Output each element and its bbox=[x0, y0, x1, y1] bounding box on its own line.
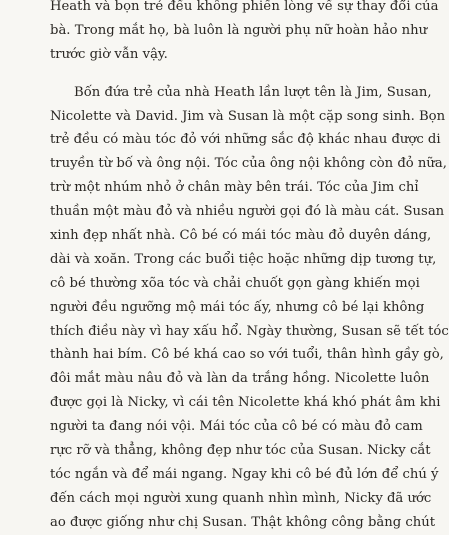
text-line: bà. Trong mắt họ, bà luôn là người phụ nữ hoàn hảo như bbox=[50, 22, 428, 38]
text-line: người ta đang nói vội. Mái tóc của cô bé có màu đỏ cam bbox=[50, 419, 423, 435]
text-line: thuần một màu đỏ và nhiều người gọi đó là màu cát. Susan bbox=[50, 204, 445, 220]
text-line: dài và xoăn. Trong các buổi tiệc hoặc những dịp tương tự, bbox=[50, 251, 437, 267]
text-line: rực rỡ và thẳng, không đẹp như tóc của Susan. Nicky cắt bbox=[50, 443, 431, 459]
page-text bbox=[50, 0, 449, 535]
text-line: trẻ đều có màu tóc đỏ với những sắc độ khác nhau được di bbox=[50, 132, 441, 148]
paragraph-1 bbox=[50, 0, 439, 67]
text-line: Bốn đứa trẻ của nhà Heath lần lượt tên là Jim, Susan, bbox=[74, 84, 432, 100]
text-line: trừ một nhúm nhỏ ở chân mày bên trái. Tóc của Jim chỉ bbox=[50, 180, 419, 196]
text-line: người đều ngưỡng mộ mái tóc ấy, nhưng cô bé lại không bbox=[50, 299, 425, 315]
text-line: đôi mắt màu nâu đỏ và làn da trắng hồng. Nicolette luôn bbox=[50, 371, 430, 387]
text-line: thích điều này vì hay xấu hổ. Ngày thường, Susan sẽ tết tóc bbox=[50, 323, 449, 339]
text-line: trước giờ vẫn vậy. bbox=[50, 46, 168, 62]
text-line: xinh đẹp nhất nhà. Cô bé có mái tóc màu đỏ duyên dáng, bbox=[50, 228, 432, 244]
text-line: truyền từ bố và ông nội. Tóc của ông nội không còn đỏ nữa, bbox=[50, 156, 447, 172]
paragraph-2 bbox=[50, 81, 449, 535]
text-line: ao được giống như chị Susan. Thật không công bằng chút bbox=[50, 514, 436, 530]
text-line: tóc ngắn và để mái ngang. Ngay khi cô bé đủ lớn để chú ý bbox=[50, 466, 439, 482]
paragraph-gap bbox=[50, 67, 368, 81]
text-line: được gọi là Nicky, vì cái tên Nicolette khá khó phát âm khi bbox=[50, 395, 441, 411]
text-line: Nicolette và David. Jim và Susan là một cặp song sinh. Bọn bbox=[50, 108, 446, 124]
text-line: thành hai bím. Cô bé khá cao so với tuổi, thân hình gầy gò, bbox=[50, 347, 444, 363]
text-line: cô bé thường xõa tóc và chải chuốt gọn gàng khiến mọi bbox=[50, 275, 420, 291]
text-line: đến cách mọi người xung quanh nhìn mình, Nicky đã ước bbox=[50, 490, 432, 506]
text-line: Heath và bọn trẻ đều không phiền lòng về sự thay đổi của bbox=[50, 0, 439, 14]
